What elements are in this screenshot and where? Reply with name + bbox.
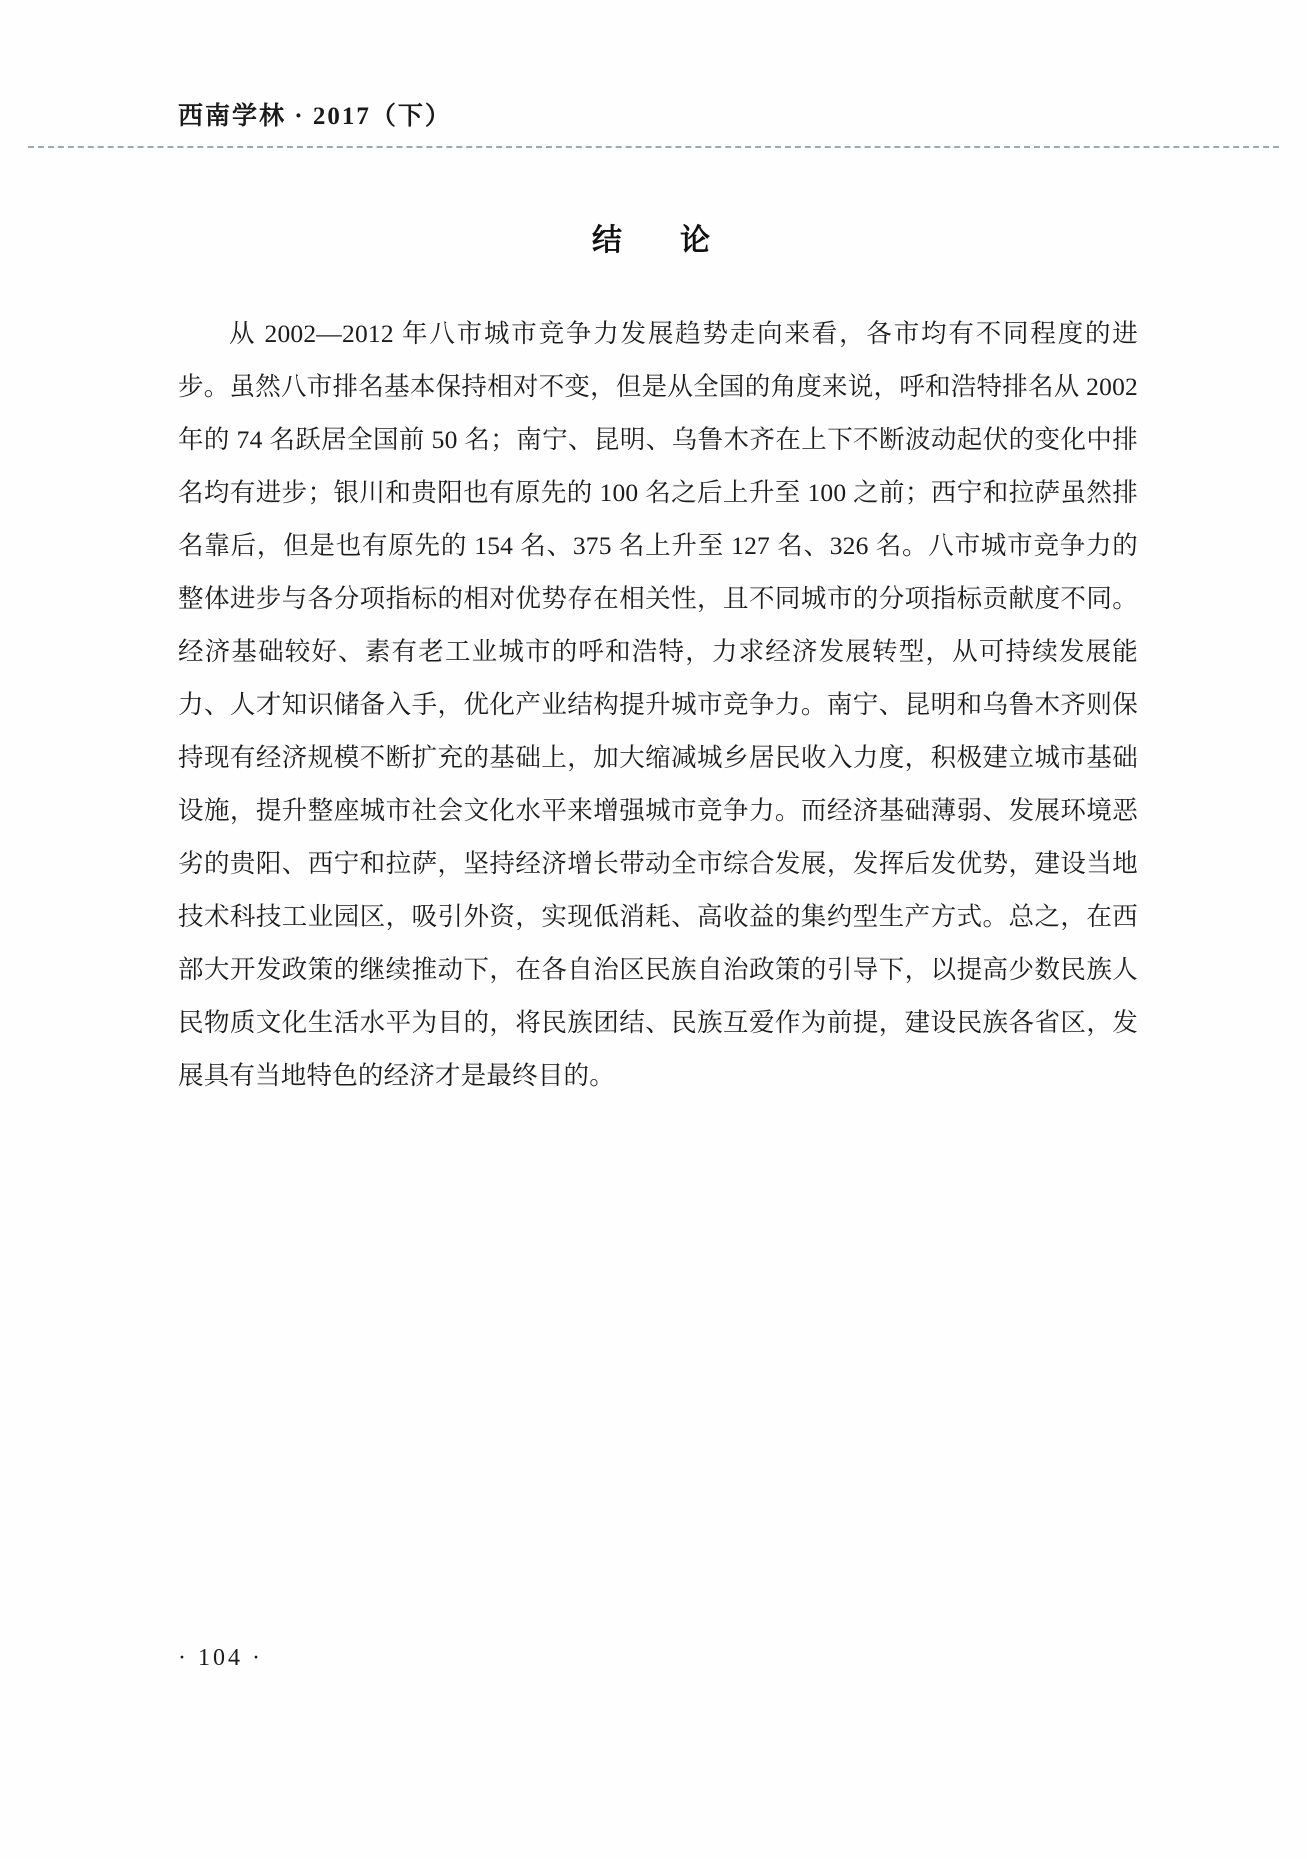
page-header	[0, 96, 1307, 160]
page-footer	[178, 1645, 1138, 1672]
header-divider	[28, 146, 1279, 148]
page-content	[178, 215, 1138, 1102]
section-title: 结 论	[592, 224, 724, 257]
page-number: · 104 ·	[178, 1645, 263, 1671]
body-paragraph: 从 2002—2012 年八市城市竞争力发展趋势走向来看，各市均有不同程度的进步。虽然八市排名基本保持相对不变，但是从全国的角度来说，呼和浩特排名从 2002 年的 74 名跃居全国前 50 名；南宁、昆明、乌鲁木齐在上下不断波动起伏的变化中排名均有进步；银川和贵阳也有原先的 100 名之后上升至 100 之前；西宁和拉萨虽然排名靠后，但是也有原先的 154 名、375 名上升至 127 名、326 名。八市城市竞争力的整体进步与各分项指标的相对优势存在相关性，且不同城市的分项指标贡献度不同。经济基础较好、素有老工业城市的呼和浩特，力求经济发展转型，从可持续发展能力、人才知识储备入手，优化产业结构提升城市竞争力。南宁、昆明和乌鲁木齐则保持现有经济规模不断扩充的基础上，加大缩减城乡居民收入力度，积极建立城市基础设施，提升整座城市社会文化水平来增强城市竞争力。而经济基础薄弱、发展环境恶劣的贵阳、西宁和拉萨，坚持经济增长带动全市综合发展，发挥后发优势，建设当地技术科技工业园区，吸引外资，实现低消耗、高收益的集约型生产方式。总之，在西部大开发政策的继续推动下，在各自治区民族自治政策的引导下，以提高少数民族人民物质文化生活水平为目的，将民族团结、民族互爱作为前提，建设民族各省区，发展具有当地特色的经济才是最终目的。	[178, 319, 1138, 1090]
running-title: 西南学林 · 2017（下）	[178, 103, 452, 130]
